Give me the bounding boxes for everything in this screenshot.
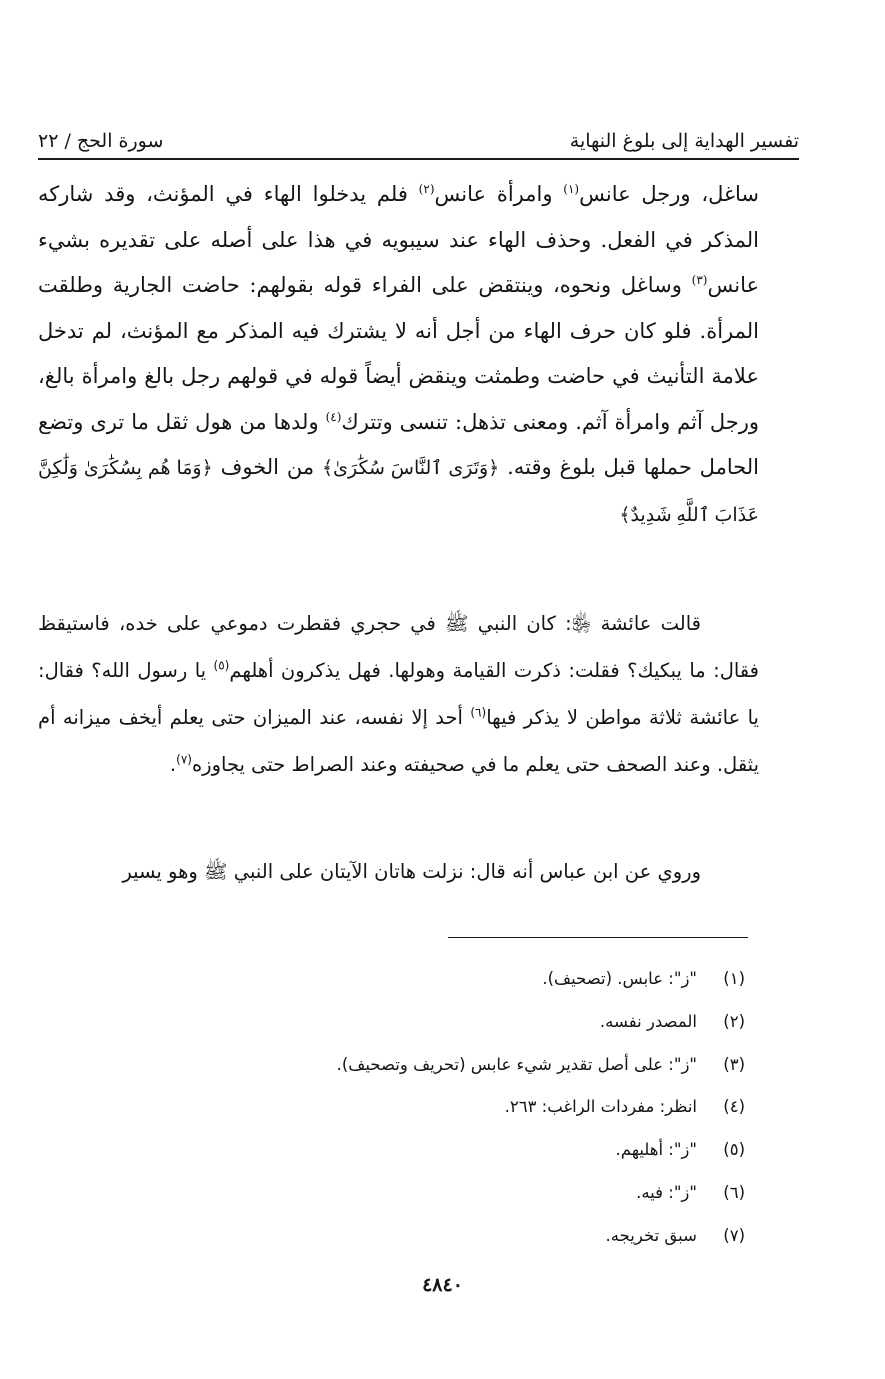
footnote-item (225, 958, 745, 1001)
footnote-text: المصدر نفسه. (599, 1011, 697, 1031)
main-text (38, 172, 760, 883)
footnote-item (225, 1215, 745, 1258)
paragraph-2 (38, 600, 759, 788)
text-run: ولدها من هول ثقل ما ترى وتضع الحامل حملها قبل بلوغ وقته. (38, 409, 760, 479)
page-number: ٤٨٤٠ (422, 1274, 463, 1296)
text-run: من الخوف (212, 455, 322, 479)
footnote-text: سبق تخريجه. (605, 1225, 697, 1245)
footnote-number: (٣) (723, 1054, 745, 1074)
footnote-ref-4[interactable]: (٤) (325, 409, 342, 424)
footnote-separator (448, 937, 748, 938)
footnote-item (225, 1001, 745, 1044)
running-header (38, 112, 799, 160)
footnote-text: "ز": على أصل تقدير شيء عابس (تحريف وتصحيف). (336, 1054, 697, 1074)
footnote-item (225, 1129, 745, 1172)
text-run: يا رسول الله؟ فقال: يا عائشة ثلاثة مواطن لا يذكر فيها (38, 659, 759, 729)
footnote-item (225, 1086, 745, 1129)
footnote-number: (٤) (723, 1097, 745, 1117)
footnote-text: "ز": أهليهم. (615, 1140, 697, 1160)
text-run: أحد إلا نفسه، عند الميزان حتى يعلم أيخف ميزانه أم يثقل. وعند الصحف حتى يعلم ما في صحيفته وعند الصراط حتى يجاوزه (38, 706, 759, 776)
footnote-number: (٥) (723, 1140, 745, 1160)
footnote-text: "ز": عابس. (تصحيف). (542, 969, 697, 988)
footnote-text: انظر: مفردات الراغب: ٢٦٣. (504, 1097, 697, 1117)
text-run: . (169, 753, 177, 776)
text-run: وامرأة عانس (434, 182, 564, 206)
book-title: تفسير الهداية إلى بلوغ النهاية (569, 130, 799, 152)
paragraph-3 (38, 848, 759, 895)
footnote-text: "ز": فيه. (636, 1182, 697, 1202)
footnote-number: (٢) (723, 1011, 745, 1031)
paragraph-1 (38, 172, 759, 538)
text-run: فلم يدخلوا الهاء في المؤنث، وقد شاركه المذكر في الفعل. وحذف الهاء عند سيبويه في هذا على أصله على تقديره بشيء عانس (38, 182, 759, 297)
footnote-number: (٧) (723, 1225, 745, 1245)
surah-reference: سورة الحج / ٢٢ (38, 130, 164, 152)
footnote-ref-5[interactable]: (٥) (213, 658, 230, 673)
footnote-item (225, 1044, 745, 1087)
text-run: قالت عائشة ﵂: كان النبي ﷺ في حجري فقطرت دموعي على خده، فاستيقظ فقال: ما يبكيك؟ فقلت: ذكرت القيامة وهولها. فهل يذكرون أهلهم (38, 612, 759, 682)
footnote-item (225, 1172, 745, 1215)
quran-verse: ﴿وَتَرَى ٱلنَّاسَ سُكَٰرَىٰ﴾ (321, 458, 500, 479)
footnote-ref-3[interactable]: (٣) (691, 273, 708, 287)
text-run: وساغل ونحوه، وينتقض على الفراء قوله بقولهم: حاضت الجارية وطلقت المرأة. فلو كان حرف الهاء من أجل أنه لا يشترك فيه المذكر مع المؤنث، لم تدخل علامة التأنيث في حاضت وطمثت وينقض أيضاً قوله في قولهم رجل بالغ وامرأة بالغ، ورجل آثم وامرأة آثم. ومعنى تذهل: تنسى وتترك (38, 273, 759, 434)
text-run: وروي عن ابن عباس أنه قال: نزلت هاتان الآيتان على النبي ﷺ وهو يسير (122, 860, 701, 883)
footnote-number: (٦) (723, 1182, 745, 1202)
footnote-ref-7[interactable]: (٧) (176, 752, 192, 767)
footnote-ref-6[interactable]: (٦) (470, 705, 487, 720)
text-run: ساغل، ورجل عانس (579, 182, 759, 206)
quran-verse: ﴿وَمَا هُم بِسُكَٰرَىٰ وَلَٰكِنَّ عَذَابَ ٱللَّهِ شَدِيدٌ﴾ (38, 458, 759, 526)
footnote-ref-2[interactable]: (٢) (418, 182, 435, 196)
footnote-ref-1[interactable]: (١) (563, 182, 580, 196)
footnote-number: (١) (723, 969, 745, 988)
footnotes-list (225, 958, 745, 1258)
